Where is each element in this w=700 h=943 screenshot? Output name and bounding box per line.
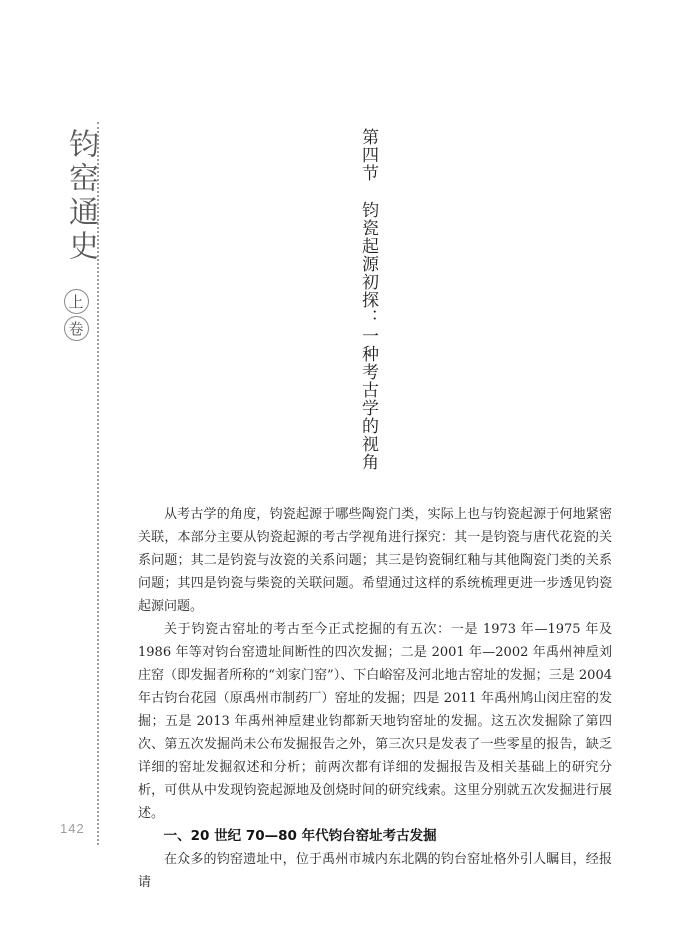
body-text-column [138,503,612,894]
section-title: 钧瓷起源初探：一种考古学的视角 [357,201,378,472]
book-spine-title: 钧窑通史 [63,128,98,264]
paragraph-intro: 从考古学的角度，钧瓷起源于哪些陶瓷门类，实际上也与钧瓷起源于何地紧密关联，本部分主要从钧瓷起源的考古学视角进行探究：其一是钧瓷与唐代花瓷的关系问题；其二是钧瓷与汝瓷的关系问题；其三是钧瓷铜红釉与其他陶瓷门类的关系问题；其四是钧瓷与柴瓷的关联问题。希望通过这样的系统梳理更进一步透见钧瓷起源问题。 [138,507,612,614]
volume-badge-upper: 上 [64,289,89,314]
section-heading [356,128,379,471]
paragraph-closing: 在众多的钧窑遗址中，位于禹州市城内东北隅的钧台窑址格外引人瞩目，经报请 [138,852,612,890]
spine-dotted-rule [97,122,99,845]
page-number: 142 [60,821,85,836]
subsection-heading: 一、20 世纪 70—80 年代钧台窑址考古发掘 [163,828,437,844]
volume-badge-lower: 卷 [64,316,89,341]
volume-badge-group [63,289,89,341]
section-number: 第四节 [357,128,378,182]
paragraph-excavations: 关于钧瓷古窑址的考古至今正式挖掘的有五次：一是 1973 年—1975 年及 1986 年等对钧台窑遗址间断性的四次发掘；二是 2001 年—2002 年禹州神垕刘庄窑（即发掘者所称的“刘家门窑”）、下白峪窑及河北地古窑址的发掘；三是 2004 年古钧台花园（原禹州市制药厂）窑址的发掘；四是 2011 年禹州鸠山闵庄窑的发掘；五是 2013 年禹州神垕建业钧都新天地钧窑址的发掘。这五次发掘除了第四次、第五次发掘尚未公布发掘报告之外，第三次只是发表了一些零星的报告，缺乏详细的窑址发掘叙述和分析；前两次都有详细的发掘报告及相关基础上的研究分析，可供从中发现钧瓷起源地及创烧时间的研究线索。这里分别就五次发掘进行展述。 [138,622,612,821]
